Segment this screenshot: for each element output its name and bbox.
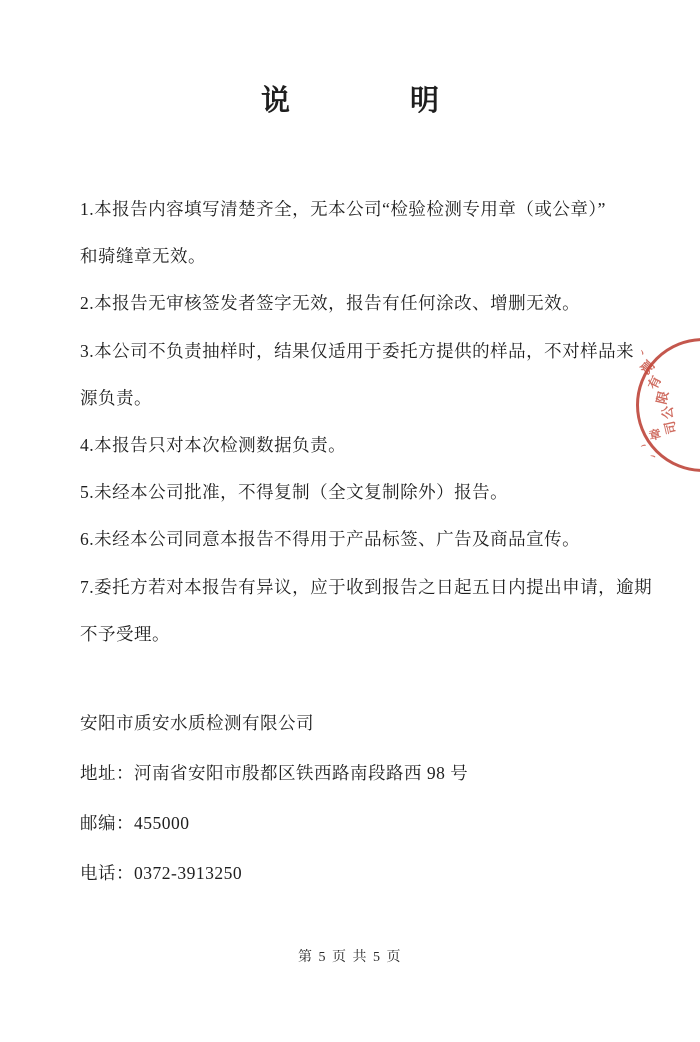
note-line-7: 7.委托方若对本报告有异议，应于收到报告之日起五日内提出申请，逾期 [80, 576, 653, 597]
seal-partial-mark: 丶 [637, 439, 651, 453]
note-line-1b: 和骑缝章无效。 [80, 246, 206, 267]
note-line-5: 5.未经本公司批准，不得复制（全文复制除外）报告。 [80, 482, 509, 503]
seal-arc-char: 有 [644, 373, 665, 392]
notes-section [80, 186, 663, 658]
note-line-6: 6.未经本公司同意本报告不得用于产品标签、广告及商品宣传。 [80, 529, 581, 550]
page-number: 第 5 页 共 5 页 [298, 950, 402, 965]
note-line-3b: 源负责。 [80, 387, 152, 408]
note-line-1: 1.本报告内容填写清楚齐全，无本公司“检验检测专用章（或公章）” [80, 199, 606, 219]
note-line-2: 2.本报告无审核签发者签字无效，报告有任何涂改、增删无效。 [80, 293, 581, 314]
note-line-3: 3.本公司不负责抽样时，结果仅适用于委托方提供的样品，不对样品来 [80, 340, 635, 361]
note-line-4: 4.本报告只对本次检测数据负责。 [80, 434, 347, 455]
seal-partial-mark: 丶 [635, 346, 648, 360]
seal-arc-char: 测 [637, 357, 658, 378]
seal-center-char: 章 [647, 426, 663, 444]
company-name: 安阳市质安水质检测有限公司 [80, 713, 314, 733]
title-char-left: 说 [260, 85, 290, 117]
note-line-7b: 不予受理。 [80, 623, 170, 644]
seal-arc-char: 限 [653, 389, 672, 406]
company-address: 地址：河南省安阳市殷都区铁西路南段路西 98 号 [80, 763, 469, 783]
company-phone: 电话：0372-3913250 [80, 863, 243, 883]
title-char-right: 明 [410, 85, 440, 117]
seal-arc-char: 司 [661, 419, 680, 436]
company-postcode: 邮编：455000 [80, 813, 190, 833]
seal-arc-char: 公 [660, 405, 676, 420]
seal-partial-mark: 丶 [646, 450, 660, 464]
company-info [80, 698, 660, 898]
page-title [0, 87, 700, 116]
